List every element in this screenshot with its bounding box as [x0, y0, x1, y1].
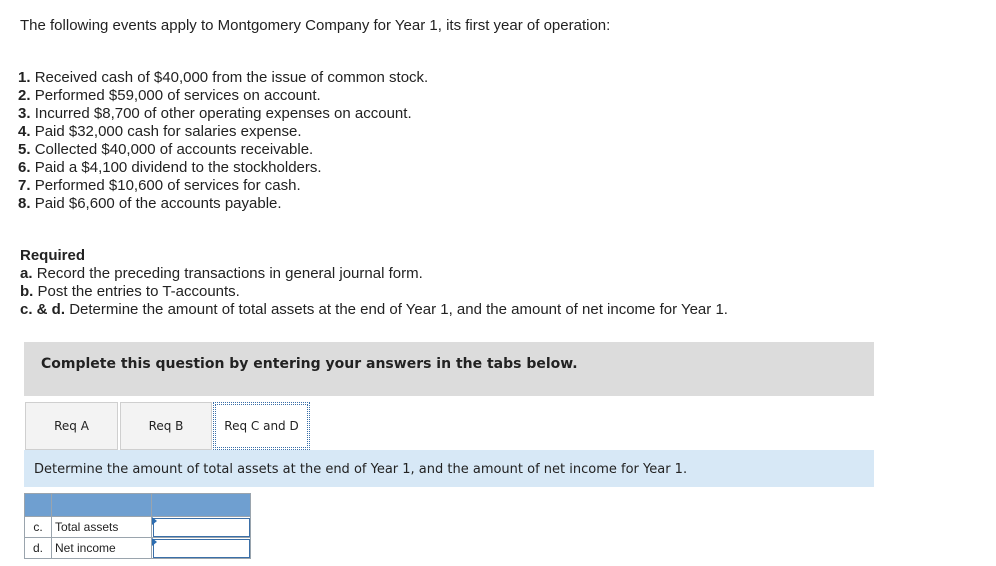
- input-marker-icon: [152, 538, 157, 546]
- list-item: 8. Paid $6,600 of the accounts payable.: [18, 195, 282, 212]
- banner-text: Complete this question by entering your answers in the tabs below.: [41, 356, 578, 372]
- intro-text: The following events apply to Montgomery Company for Year 1, its first year of operation:: [20, 17, 611, 34]
- required-item-a: a. Record the preceding transactions in general journal form.: [20, 265, 423, 282]
- tab-req-a[interactable]: Req A: [25, 402, 118, 450]
- list-item: 7. Performed $10,600 of services for cash.: [18, 177, 301, 194]
- instructions-banner: [24, 342, 874, 396]
- answer-table: [24, 493, 251, 559]
- tab-instruction-text: Determine the amount of total assets at the end of Year 1, and the amount of net income for Year 1.: [34, 462, 688, 477]
- tab-instruction-bar: [24, 450, 874, 487]
- table-row: [25, 538, 251, 559]
- list-item: 6. Paid a $4,100 dividend to the stockholders.: [18, 159, 322, 176]
- required-heading: Required: [20, 247, 86, 264]
- net-income-input[interactable]: [153, 539, 250, 558]
- list-item: 4. Paid $32,000 cash for salaries expense.: [18, 123, 302, 140]
- required-section: [20, 247, 728, 319]
- events-list: [18, 69, 428, 213]
- row-label: Net income: [52, 538, 152, 559]
- row-label: Total assets: [52, 517, 152, 538]
- list-item: 5. Collected $40,000 of accounts receivable.: [18, 141, 314, 158]
- table-header-row: [25, 494, 251, 517]
- tab-req-b[interactable]: Req B: [120, 402, 212, 450]
- required-item-b: b. Post the entries to T-accounts.: [20, 283, 240, 300]
- input-marker-icon: [152, 517, 157, 525]
- tab-req-c-and-d[interactable]: Req C and D: [213, 402, 310, 450]
- list-item: 3. Incurred $8,700 of other operating expenses on account.: [18, 105, 412, 122]
- row-letter: d.: [25, 538, 52, 559]
- list-item: 2. Performed $59,000 of services on account.: [18, 87, 321, 104]
- required-item-cd: c. & d. Determine the amount of total assets at the end of Year 1, and the amount of net income for Year 1.: [20, 301, 728, 318]
- table-row: [25, 517, 251, 538]
- row-letter: c.: [25, 517, 52, 538]
- total-assets-input[interactable]: [153, 518, 250, 537]
- list-item: 1. Received cash of $40,000 from the issue of common stock.: [18, 69, 429, 86]
